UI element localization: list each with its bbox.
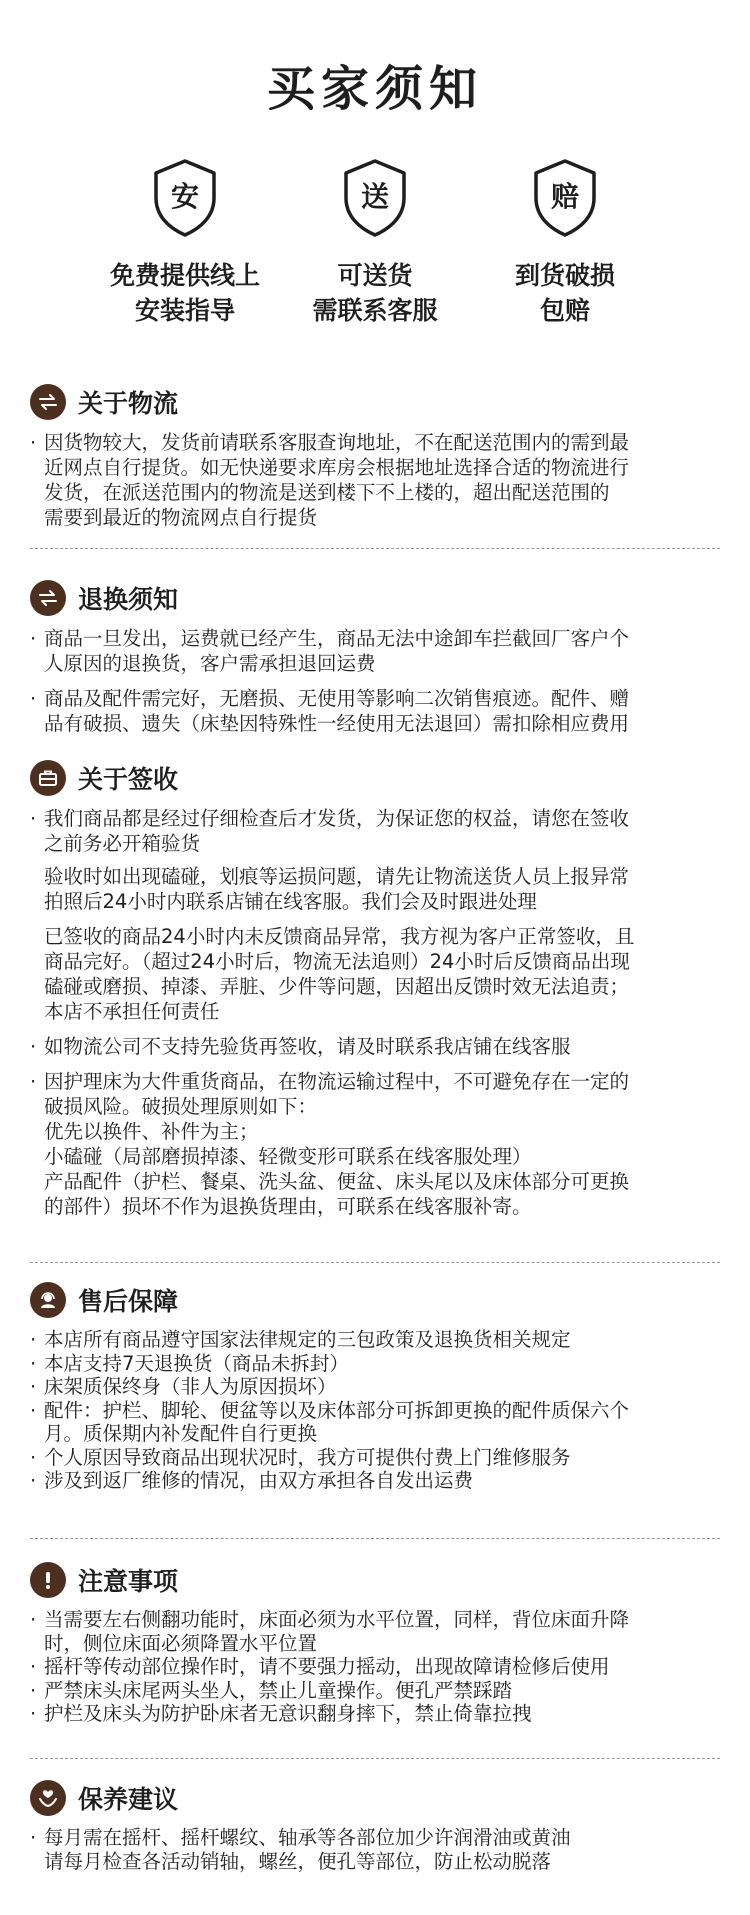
shield-icon	[342, 158, 408, 238]
section-title: 关于物流	[78, 389, 179, 418]
section-header	[30, 1778, 720, 1818]
item-list	[30, 1328, 720, 1493]
item-line: 商品及配件需完好，无磨损、无使用等影响二次销售痕迹。配件、赠	[44, 687, 630, 710]
item-line: 因护理床为大件重货商品，在物流运输过程中，不可避免存在一定的	[44, 1070, 630, 1093]
item-line: 商品完好。（超过24小时后，物流无法追则）24小时后反馈商品出现	[44, 950, 630, 973]
section-header	[30, 1280, 720, 1320]
item-line: 严禁床头床尾两头坐人，禁止儿童操作。便孔严禁踩踏	[44, 1678, 513, 1702]
bullet: ·	[30, 1655, 37, 1678]
item-list	[30, 626, 720, 736]
list-item	[30, 1399, 720, 1446]
item-list	[30, 1826, 720, 1873]
item-line: 发货，在派送范围内的物流是送到楼下不上楼的，超出配送范围的	[44, 481, 610, 504]
section-title: 注意事项	[78, 1567, 179, 1596]
item-line: 个人原因导致商品出现状况时，我方可提供付费上门维修服务	[44, 1445, 571, 1469]
item-list	[30, 1608, 720, 1726]
item-line: 请每月检查各活动销轴，螺丝，便孔等部位，防止松动脱落	[44, 1849, 552, 1873]
care-hands-icon	[30, 1780, 66, 1816]
item-line: 本店所有商品遵守国家法律规定的三包政策及退换货相关规定	[44, 1328, 571, 1351]
badge-line: 需联系客服	[312, 296, 438, 325]
item-line: 磕碰或磨损、掉漆、弄脏、少件等问题，因超出反馈时效无法追责；	[44, 975, 630, 998]
item-line: 护栏及床头为防护卧床者无意识翻身摔下，禁止倚靠拉拽	[44, 1702, 532, 1725]
section-aftersales	[30, 1280, 720, 1493]
list-item	[30, 1446, 720, 1470]
bullet: ·	[30, 1826, 37, 1849]
list-item	[30, 1328, 720, 1352]
section-header	[30, 382, 720, 422]
page-title: 买家须知	[266, 61, 483, 117]
exclamation-icon	[30, 1562, 66, 1598]
section-title: 保养建议	[78, 1785, 179, 1814]
list-item	[30, 626, 720, 676]
bullet: ·	[30, 1678, 37, 1702]
list-paragraph	[30, 924, 720, 1024]
item-line: 小磕碰（局部磨损掉漆、轻微变形可联系在线客服处理）	[44, 1145, 532, 1168]
section-returns	[30, 578, 720, 736]
bullet: ·	[30, 1351, 37, 1375]
item-line: 已签收的商品24小时内未反馈商品异常，我方视为客户正常签收，且	[44, 925, 635, 948]
badge-icon-char: 赔	[550, 180, 579, 213]
service-badges	[0, 158, 750, 338]
list-item	[30, 1069, 720, 1219]
badge-line: 到货破损	[514, 261, 615, 290]
section-signing	[30, 758, 720, 1219]
item-line: 涉及到返厂维修的情况，由双方承担各自发出运费	[44, 1469, 474, 1492]
item-line: 如物流公司不支持先验货再签收，请及时联系我店铺在线客服	[44, 1035, 571, 1058]
item-line: 本店不承担任何责任	[44, 1000, 220, 1023]
service-icon	[30, 1282, 66, 1318]
item-line: 需要到最近的物流网点自行提货	[44, 506, 318, 529]
badge-line: 免费提供线上	[109, 261, 260, 290]
item-line: 破损风险。破损处理原则如下：	[44, 1095, 318, 1118]
section-header	[30, 578, 720, 618]
list-item	[30, 1679, 720, 1703]
list-item	[30, 1826, 720, 1873]
item-line: 时，侧位床面必须降置水平位置	[44, 1631, 318, 1655]
badge-line: 可送货	[337, 261, 413, 290]
shield-icon	[152, 158, 218, 238]
badge-line: 安装指导	[134, 296, 235, 325]
list-item	[30, 806, 720, 856]
item-line: 产品配件（护栏、餐桌、洗头盆、便盆、床头尾以及床体部分可更换	[44, 1170, 630, 1193]
badge-icon-char: 安	[170, 180, 199, 213]
section-notes	[30, 1560, 720, 1726]
list-item	[30, 686, 720, 736]
bullet: ·	[30, 1398, 37, 1422]
list-item	[30, 1352, 720, 1376]
item-line: 人原因的退换货，客户需承担退回运费	[44, 652, 376, 675]
list-item	[30, 1469, 720, 1493]
section-maintenance	[30, 1778, 720, 1873]
bullet: ·	[30, 1469, 37, 1492]
list-item	[30, 1608, 720, 1655]
item-line: 因货物较大，发货前请联系客服查询地址，不在配送范围内的需到最	[44, 431, 630, 454]
bullet: ·	[30, 1608, 37, 1631]
bullet: ·	[30, 687, 37, 710]
section-title: 关于签收	[78, 765, 179, 794]
list-item	[30, 430, 720, 530]
item-line: 配件：护栏、脚轮、便盆等以及床体部分可拆卸更换的配件质保六个	[44, 1398, 630, 1422]
badge-label	[445, 258, 685, 328]
section-header	[30, 758, 720, 798]
item-line: 商品一旦发出，运费就已经产生，商品无法中途卸车拦截回厂客户个	[44, 627, 630, 650]
truck-icon	[30, 384, 66, 420]
item-line: 品有破损、遗失（床垫因特殊性一经使用无法退回）需扣除相应费用	[44, 712, 630, 735]
item-line: 床架质保终身（非人为原因损坏）	[44, 1375, 337, 1398]
briefcase-icon	[30, 760, 66, 796]
list-item	[30, 1375, 720, 1399]
bullet: ·	[30, 627, 37, 650]
section-title: 售后保障	[78, 1287, 179, 1316]
section-logistics	[30, 382, 720, 530]
item-line: 我们商品都是经过仔细检查后才发货，为保证您的权益，请您在签收	[44, 807, 630, 830]
item-line: 优先以换件、补件为主；	[44, 1120, 259, 1143]
section-header	[30, 1560, 720, 1600]
section-title: 退换须知	[78, 585, 179, 614]
divider	[30, 1262, 720, 1263]
bullet: ·	[30, 431, 37, 454]
item-line: 近网点自行提货。如无快递要求库房会根据地址选择合适的物流进行	[44, 456, 630, 479]
badge-icon-char: 送	[360, 180, 389, 213]
exchange-icon	[30, 580, 66, 616]
item-line: 摇杆等传动部位操作时，请不要强力摇动，出现故障请检修后使用	[44, 1655, 610, 1678]
item-line: 当需要左右侧翻功能时，床面必须为水平位置，同样，背位床面升降	[44, 1608, 630, 1631]
divider	[30, 1758, 720, 1759]
item-line: 的部件）损坏不作为退换货理由，可联系在线客服补寄。	[44, 1195, 532, 1218]
list-item	[30, 1655, 720, 1679]
item-list	[30, 430, 720, 530]
shield-icon	[532, 158, 598, 238]
divider	[30, 1538, 720, 1539]
bullet: ·	[30, 1702, 37, 1725]
bullet: ·	[30, 807, 37, 830]
badge-compensation	[445, 158, 685, 328]
bullet: ·	[30, 1445, 37, 1469]
item-line: 验收时如出现磕碰，划痕等运损问题，请先让物流送货人员上报异常	[44, 865, 630, 888]
bullet: ·	[30, 1070, 37, 1093]
bullet: ·	[30, 1375, 37, 1398]
divider	[30, 548, 720, 549]
item-line: 每月需在摇杆、摇杆螺纹、轴承等各部位加少许润滑油或黄油	[44, 1826, 571, 1849]
item-line: 月。质保期内补发配件自行更换	[44, 1422, 318, 1445]
bullet: ·	[30, 1328, 37, 1351]
item-list	[30, 806, 720, 1219]
item-line: 拍照后24小时内联系店铺在线客服。我们会及时跟进处理	[44, 890, 537, 913]
list-item	[30, 1034, 720, 1059]
item-line: 本店支持7天退换货（商品未拆封）	[44, 1351, 349, 1375]
item-line: 之前务必开箱验货	[44, 832, 201, 855]
list-paragraph	[30, 864, 720, 914]
bullet: ·	[30, 1035, 37, 1058]
list-item	[30, 1702, 720, 1726]
badge-line: 包赔	[539, 296, 590, 325]
